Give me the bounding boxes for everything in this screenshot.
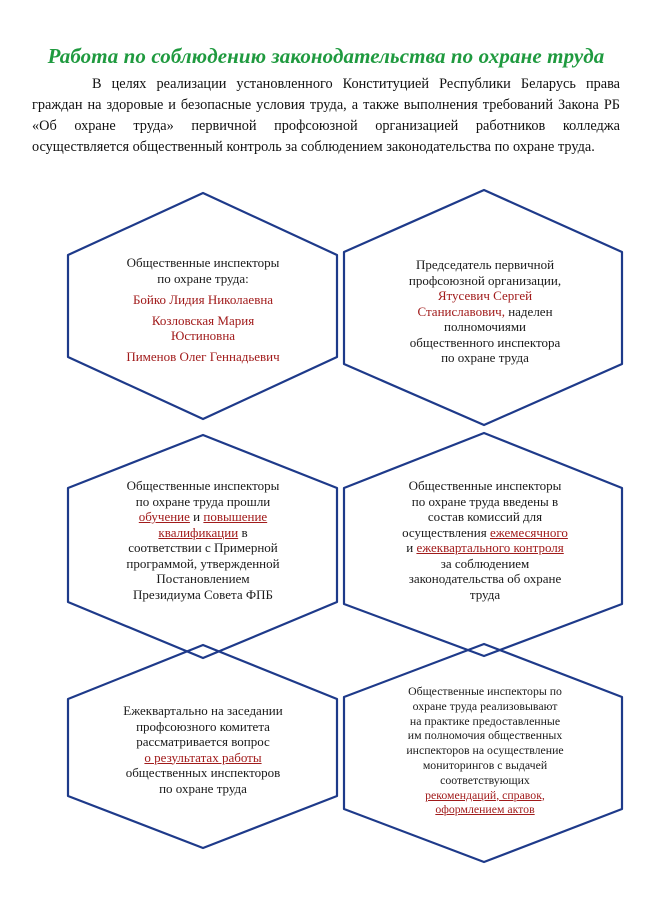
hex2-text — [380, 257, 590, 366]
hex6-line: Общественные инспекторы по — [408, 684, 562, 698]
hex4-highlight: ежеквартального контроля — [416, 540, 564, 555]
hex4-line: состав комиссий для — [427, 509, 543, 524]
hex3-line: и — [193, 509, 201, 524]
hex3-highlight: квалификации — [158, 524, 239, 540]
hex5-highlight: о результатах работы — [144, 749, 262, 765]
hex2-line: наделен — [508, 303, 553, 319]
hex4-highlight: ежемесячного — [489, 524, 568, 540]
hex2-line: по охране труда — [441, 350, 529, 365]
hex5-line: общественных инспекторов — [125, 765, 281, 780]
hex4-line: и — [406, 540, 414, 555]
hex2-line: общественного инспектора — [409, 334, 561, 350]
hex3-line: Президиума Совета ФПБ — [133, 586, 273, 602]
hex6-line: им полномочия общественных — [407, 728, 563, 743]
hex4-text — [378, 478, 592, 602]
hex1-text — [98, 255, 308, 364]
hex6-line: мониторингов с выдачей — [422, 757, 548, 772]
hex3-line: в — [241, 524, 248, 540]
hex4-line: за соблюдением — [440, 555, 530, 571]
hex3-text — [96, 478, 310, 602]
hex6-line: инспекторов на осуществление — [406, 743, 564, 758]
hex2-line: Председатель первичной — [415, 257, 555, 272]
hex3-line: программой, утвержденной — [126, 555, 280, 571]
hex4-line: труда — [469, 586, 501, 602]
hex3-line: Постановлением — [156, 571, 250, 586]
hex3-line: по охране труда прошли — [135, 493, 271, 509]
hex4-line: по охране труда введены в — [411, 493, 559, 509]
intro-paragraph: В целях реализации установленного Конституцией Республики Беларусь права граждан на здоровые и безопасные условия труда, а также выполнения требований Закона РБ «Об охране труда» первичной профсоюзной организацией работников колледжа осуществляется общественный контроль за соблюдением законодательства по охране труда. — [32, 76, 620, 155]
hex3-line: Общественные инспекторы — [126, 478, 280, 493]
page-title: Работа по соблюдению законодательства по охране труда — [47, 44, 605, 68]
hex3-highlight: обучение — [138, 509, 190, 524]
hex3-line: соответствии с Примерной — [128, 540, 278, 555]
hex5-line: по охране труда — [159, 780, 247, 796]
hex6-line: охране труда реализовывают — [412, 698, 558, 713]
hex6-line: соответствующих — [440, 772, 530, 787]
hex2-line: профсоюзной организации, — [408, 272, 562, 288]
hex1-line: по охране труда: — [157, 270, 249, 286]
hex5-line: рассматривается вопрос — [136, 734, 270, 749]
hex6-highlight: рекомендаций, справок, — [425, 787, 545, 802]
hex5-line: Ежеквартально на заседании — [123, 703, 283, 718]
hex5-text — [98, 703, 308, 796]
hex1-line: Общественные инспекторы — [126, 255, 280, 270]
hex2-chairman-name: Ятусевич Сергей — [437, 288, 533, 303]
hex1-inspector-name: Бойко Лидия Николаевна — [132, 292, 274, 307]
hex4-line: законодательства об охране — [408, 571, 562, 586]
hex5-line: профсоюзного комитета — [136, 718, 270, 734]
hex3-highlight: повышение — [203, 509, 268, 524]
hex2-line: полномочиями — [443, 319, 527, 334]
hex6-text — [378, 684, 592, 817]
hex4-line: осуществления — [402, 524, 487, 540]
hex6-line: на практике предоставленные — [409, 713, 561, 728]
hex2-chairman-name: Станиславович, — [417, 303, 505, 319]
hex6-highlight: оформлением актов — [435, 802, 535, 817]
hex1-inspector-name: Юстиновна — [170, 328, 236, 343]
hex4-line: Общественные инспекторы — [408, 478, 562, 493]
hex1-inspector-name: Козловская Мария — [151, 312, 255, 328]
hex1-inspector-name: Пименов Олег Геннадьевич — [126, 348, 280, 364]
